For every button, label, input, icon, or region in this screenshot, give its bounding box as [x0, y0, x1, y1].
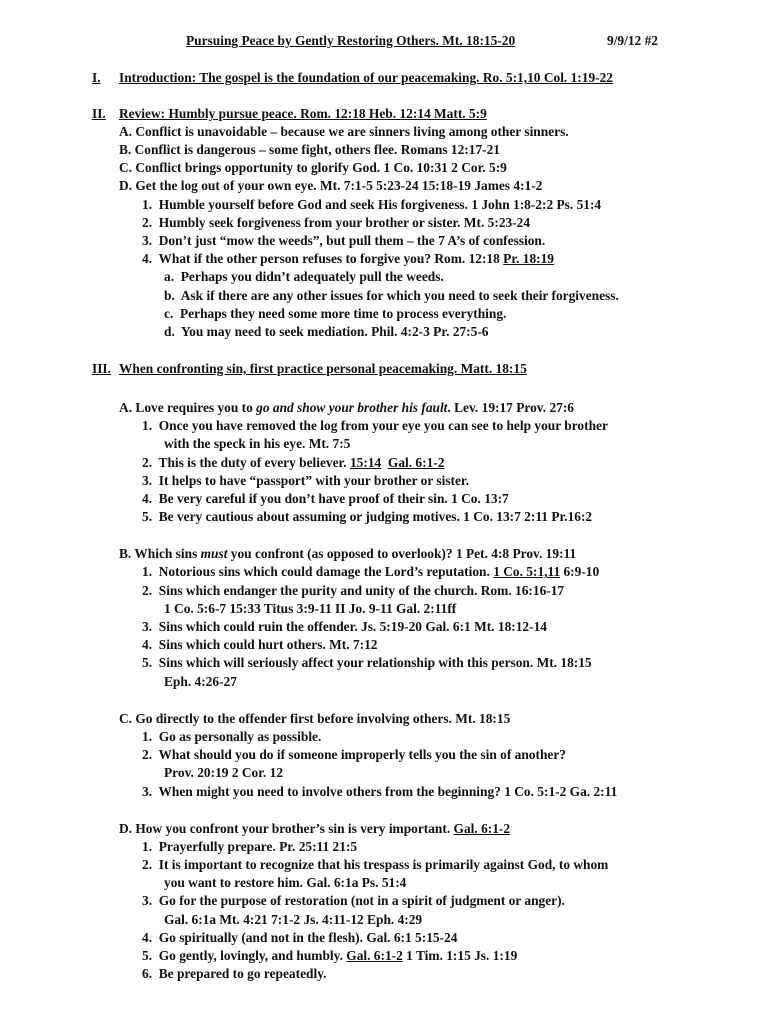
emphasis-text: go and show your brother his fault	[256, 400, 448, 415]
item-text: It helps to have “passport” with your brother or sister.	[158, 473, 469, 488]
item-marker: 2.	[142, 455, 153, 470]
section-3-a-item-2	[142, 454, 444, 472]
item-marker: A.	[119, 124, 133, 139]
item-marker: 5.	[142, 948, 153, 963]
item-marker: A.	[119, 400, 133, 415]
item-text: Don’t just “mow the weeds”, but pull them – the 7 A’s of confession.	[158, 233, 546, 248]
section-3-item-b	[119, 545, 576, 563]
section-1-heading: Introduction: The gospel is the foundation of our peacemaking. Ro. 5:1,10 Col. 1:19-22	[119, 70, 614, 85]
item-marker: 1.	[142, 729, 153, 744]
scripture-reference: 15:14	[349, 455, 382, 470]
scripture-reference: Pr. 18:19	[503, 251, 555, 266]
section-3-b-item-1	[142, 563, 599, 581]
section-3-d-item-4	[142, 929, 457, 947]
item-text: Sins which could ruin the offender. Js. 5:19-20 Gal. 6:1 Mt. 18:12-14	[158, 619, 547, 634]
emphasis-text: must	[200, 546, 228, 561]
item-text: Perhaps you didn’t adequately pull the weeds.	[180, 269, 444, 284]
section-3-d-item-2	[142, 856, 608, 874]
item-text: Be prepared to go repeatedly.	[158, 966, 327, 981]
item-marker: c.	[164, 306, 174, 321]
item-text: Sins which could hurt others. Mt. 7:12	[158, 637, 378, 652]
item-text: You may need to seek mediation. Phil. 4:2-3 Pr. 27:5-6	[181, 324, 489, 339]
section-3-a-item-3	[142, 472, 469, 490]
item-text: Ask if there are any other issues for which you need to seek their forgiveness.	[180, 288, 619, 303]
section-3-d-item-3-continued: Gal. 6:1a Mt. 4:21 7:1-2 Js. 4:11-12 Eph. 4:29	[164, 912, 423, 927]
section-3-number: III.	[92, 361, 111, 376]
section-3-d-item-3	[142, 892, 565, 910]
section-3-heading: When confronting sin, first practice personal peacemaking. Matt. 18:15	[119, 361, 527, 376]
section-3-d-item-2-continued: you want to restore him. Gal. 6:1a Ps. 51:4	[164, 875, 407, 890]
section-3-a-item-5	[142, 508, 592, 526]
item-marker: C.	[119, 160, 133, 175]
item-text: Be very careful if you don’t have proof of their sin. 1 Co. 13:7	[158, 491, 509, 506]
section-2-heading: Review: Humbly pursue peace. Rom. 12:18 Heb. 12:14 Matt. 5:9	[119, 106, 487, 121]
item-marker: 4.	[142, 491, 153, 506]
item-marker: b.	[164, 288, 175, 303]
section-2-item-d	[119, 177, 542, 195]
item-text: Notorious sins which could damage the Lord’s reputation.	[158, 564, 494, 579]
item-marker: 3.	[142, 233, 153, 248]
item-text: What should you do if someone improperly tells you the sin of another?	[158, 747, 566, 762]
item-text: Sins which will seriously affect your relationship with this person. Mt. 18:15	[158, 655, 592, 670]
item-text: . Lev. 19:17 Prov. 27:6	[447, 400, 574, 415]
section-3-a-item-4	[142, 490, 509, 508]
item-text: Go for the purpose of restoration (not in a spirit of judgment or anger).	[158, 893, 565, 908]
section-3-b-item-2	[142, 582, 564, 600]
section-2-number: II.	[92, 106, 106, 121]
item-text: What if the other person refuses to forgive you? Rom. 12:18	[158, 251, 504, 266]
item-text: Perhaps they need some more time to process everything.	[180, 306, 507, 321]
item-marker: 3.	[142, 893, 153, 908]
item-marker: 3.	[142, 619, 153, 634]
section-1-number: I.	[92, 70, 101, 85]
item-text: Go as personally as possible.	[158, 729, 322, 744]
item-text: Love requires you to	[135, 400, 257, 415]
item-text: How you confront your brother’s sin is very important.	[135, 821, 454, 836]
scripture-reference: Gal. 6:1-2	[346, 948, 403, 963]
section-3-c-item-2-continued: Prov. 20:19 2 Cor. 12	[164, 765, 284, 780]
scripture-reference: Gal. 6:1-2	[453, 821, 511, 836]
item-text: Conflict is unavoidable – because we are sinners living among other sinners.	[135, 124, 569, 139]
section-3-d-item-6	[142, 965, 327, 983]
section-3-d-item-5	[142, 947, 517, 965]
item-text: 1 Tim. 1:15 Js. 1:19	[402, 948, 518, 963]
item-marker: 4.	[142, 251, 153, 266]
item-marker: 2.	[142, 215, 153, 230]
section-2-d-4-item-b	[164, 287, 619, 305]
section-2-item-a	[119, 123, 569, 141]
item-text: Get the log out of your own eye. Mt. 7:1-5 5:23-24 15:18-19 James 4:1-2	[135, 178, 543, 193]
section-2-d-4-item-d	[164, 323, 488, 341]
item-marker: 2.	[142, 583, 153, 598]
item-marker: D.	[119, 821, 133, 836]
item-marker: 6.	[142, 966, 153, 981]
section-3-a-item-1	[142, 417, 608, 435]
item-marker: 1.	[142, 197, 153, 212]
section-2-item-c	[119, 159, 507, 177]
section-3-item-a	[119, 399, 574, 417]
section-3-b-item-5	[142, 654, 592, 672]
section-2-item-b	[119, 141, 500, 159]
item-text: Humble yourself before God and seek His forgiveness. 1 John 1:8-2:2 Ps. 51:4	[158, 197, 602, 212]
item-marker: d.	[164, 324, 175, 339]
item-text: you confront (as opposed to overlook)? 1 Pet. 4:8 Prov. 19:11	[227, 546, 577, 561]
item-marker: 3.	[142, 473, 153, 488]
section-3-item-c	[119, 710, 510, 728]
item-text: It is important to recognize that his trespass is primarily against God, to whom	[158, 857, 609, 872]
section-2-d-item-4	[142, 250, 554, 268]
item-marker: 5.	[142, 655, 153, 670]
item-marker: 5.	[142, 509, 153, 524]
item-text: When might you need to involve others from the beginning? 1 Co. 5:1-2 Ga. 2:11	[158, 784, 618, 799]
item-marker: a.	[164, 269, 175, 284]
item-text: 6:9-10	[560, 564, 600, 579]
item-marker: B.	[119, 546, 132, 561]
item-marker: 1.	[142, 418, 153, 433]
section-2-d-4-item-a	[164, 268, 444, 286]
section-3-c-item-1	[142, 728, 321, 746]
document-date: 9/9/12 #2	[607, 33, 658, 48]
scripture-reference: 1 Co. 5:1,11	[493, 564, 561, 579]
item-marker: C.	[119, 711, 133, 726]
document-title: Pursuing Peace by Gently Restoring Others. Mt. 18:15-20	[186, 33, 516, 48]
section-3-item-d	[119, 820, 510, 838]
item-text: Conflict is dangerous – some fight, others flee. Romans 12:17-21	[134, 142, 501, 157]
section-2-d-item-3	[142, 232, 545, 250]
item-text: Conflict brings opportunity to glorify God. 1 Co. 10:31 2 Cor. 5:9	[135, 160, 507, 175]
item-text: Humbly seek forgiveness from your brother or sister. Mt. 5:23-24	[158, 215, 531, 230]
item-text: Go gently, lovingly, and humbly.	[158, 948, 347, 963]
item-text: Prayerfully prepare. Pr. 25:11 21:5	[158, 839, 358, 854]
section-3-b-item-2-continued: 1 Co. 5:6-7 15:33 Titus 3:9-11 II Jo. 9-11 Gal. 2:11ff	[164, 601, 457, 616]
item-text: Which sins	[134, 546, 201, 561]
item-text: Be very cautious about assuming or judging motives. 1 Co. 13:7 2:11 Pr.16:2	[158, 509, 593, 524]
item-marker: D.	[119, 178, 133, 193]
section-3-b-item-4	[142, 636, 377, 654]
section-3-b-item-5-continued: Eph. 4:26-27	[164, 674, 237, 689]
item-marker: 4.	[142, 637, 153, 652]
section-2-d-item-2	[142, 214, 530, 232]
section-3-a-item-1-continued: with the speck in his eye. Mt. 7:5	[164, 436, 351, 451]
item-text: Sins which endanger the purity and unity of the church. Rom. 16:16-17	[158, 583, 565, 598]
item-marker: 1.	[142, 564, 153, 579]
section-3-b-item-3	[142, 618, 547, 636]
item-marker: 4.	[142, 930, 153, 945]
section-2-d-4-item-c	[164, 305, 506, 323]
section-3-c-item-3	[142, 783, 617, 801]
item-text: This is the duty of every believer.	[158, 455, 350, 470]
item-text: Go directly to the offender first before involving others. Mt. 18:15	[135, 711, 511, 726]
item-marker: 2.	[142, 857, 153, 872]
item-marker: B.	[119, 142, 132, 157]
section-3-c-item-2	[142, 746, 566, 764]
scripture-reference: Gal. 6:1-2	[387, 455, 445, 470]
section-3-d-item-1	[142, 838, 357, 856]
item-marker: 1.	[142, 839, 153, 854]
item-marker: 3.	[142, 784, 153, 799]
item-marker: 2.	[142, 747, 153, 762]
item-text: Once you have removed the log from your eye you can see to help your brother	[158, 418, 608, 433]
section-2-d-item-1	[142, 196, 601, 214]
item-text: Go spiritually (and not in the flesh). Gal. 6:1 5:15-24	[158, 930, 458, 945]
